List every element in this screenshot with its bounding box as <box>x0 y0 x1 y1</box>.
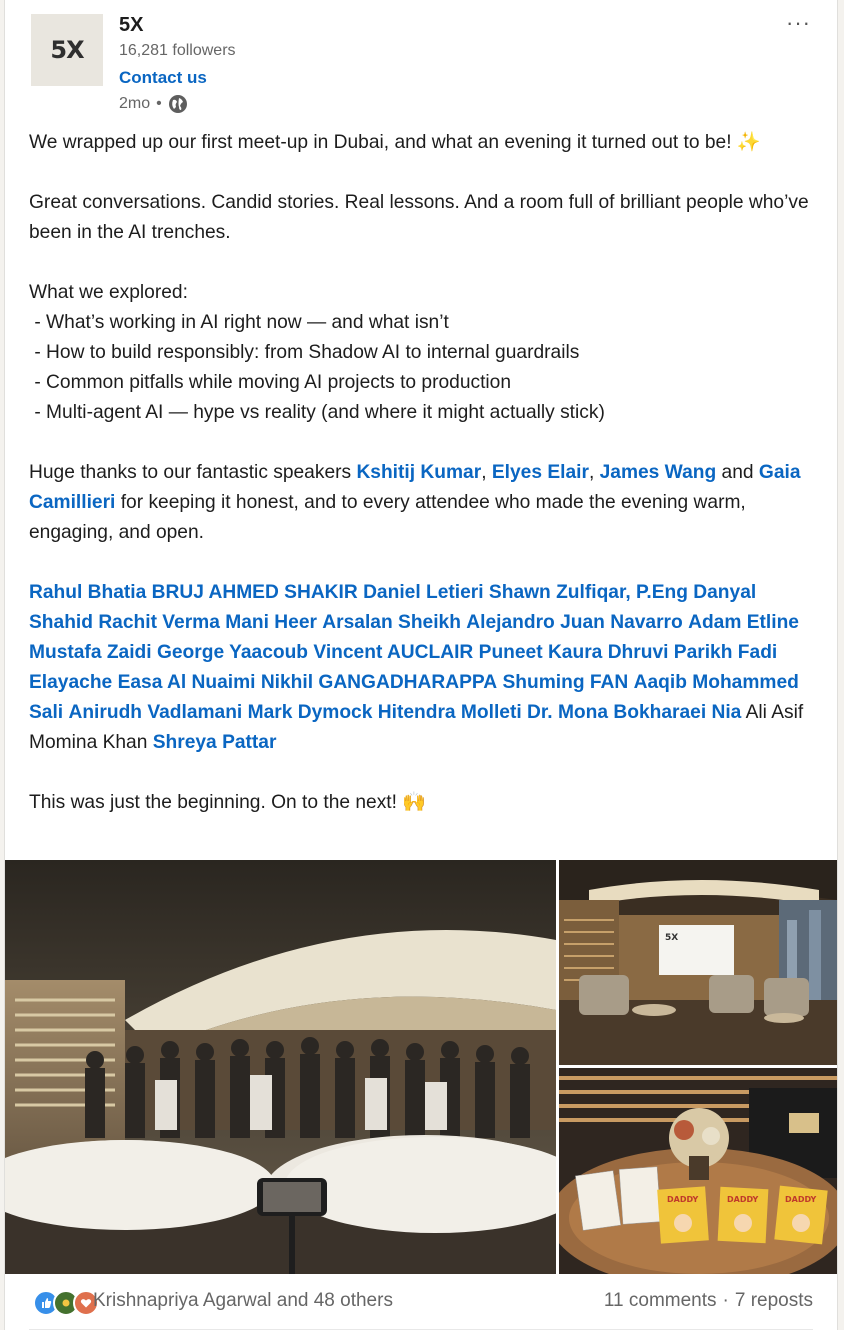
social-counts-bar <box>5 1274 837 1330</box>
post-paragraph: Great conversations. Candid stories. Real lessons. And a room full of brilliant people who’ve been in the AI trenches. <box>29 192 809 243</box>
post-time <box>119 94 188 114</box>
follower-count: 16,281 followers <box>119 42 236 59</box>
tagged-person-text: Ali Asif <box>745 702 804 723</box>
more-options-button[interactable]: ··· <box>786 10 811 35</box>
tagged-person-link[interactable]: Danyal Shahid <box>29 582 757 633</box>
post-closing: This was just the beginning. On to the next! 🙌 <box>29 792 427 813</box>
book-title: DADDY <box>785 1195 817 1204</box>
table-display-photo[interactable] <box>559 1068 837 1274</box>
tagged-person-link[interactable]: Fadi Elayache <box>29 642 778 693</box>
company-logo[interactable]: 5X <box>31 14 103 86</box>
tagged-person-link[interactable]: Mustafa Zaidi <box>29 642 152 663</box>
bullet-item: - What’s working in AI right now — and what isn’t <box>29 312 449 333</box>
separator-text: , <box>588 462 600 483</box>
counts-separator: · <box>722 1290 729 1311</box>
bullet-item: - How to build responsibly: from Shadow AI to internal guardrails <box>29 342 580 363</box>
tagged-person-link[interactable]: Hitendra Molleti <box>377 702 522 723</box>
tagged-person-link[interactable]: Shreya Pattar <box>152 732 277 753</box>
bullet-item: - Common pitfalls while moving AI projects to production <box>29 372 512 393</box>
speaker-mention[interactable]: Kshitij Kumar <box>356 462 482 483</box>
tagged-person-link[interactable]: Alejandro Juan Navarro <box>466 612 683 633</box>
tagged-person-link[interactable]: Shuming FAN <box>502 672 629 693</box>
tagged-person-link[interactable]: Nikhil GANGADHARAPPA <box>260 672 498 693</box>
bullet-item: - Multi-agent AI — hype vs reality (and where it might actually stick) <box>29 402 605 423</box>
engagement-counts <box>604 1290 813 1312</box>
time-separator: • <box>156 95 162 112</box>
photo-collage <box>5 860 837 1274</box>
post-intro: We wrapped up our first meet-up in Dubai, and what an evening it turned out to be! ✨ <box>29 132 761 153</box>
screen-label: 5X <box>665 933 679 943</box>
reaction-icons[interactable] <box>33 1290 99 1316</box>
company-name[interactable]: 5X <box>119 14 144 36</box>
globe-icon <box>168 94 188 114</box>
tagged-person-link[interactable]: Easa Al Nuaimi <box>117 672 256 693</box>
explored-heading: What we explored: <box>29 282 188 303</box>
tagged-person-link[interactable]: Vincent AUCLAIR <box>313 642 474 663</box>
feed-post-card <box>4 0 838 1330</box>
tagged-person-link[interactable]: Dr. Mona Bokharaei Nia <box>527 702 742 723</box>
thanks-paragraph <box>29 458 819 548</box>
post-body <box>29 128 819 818</box>
post-header <box>5 0 837 120</box>
separator-text: , <box>481 462 492 483</box>
reactions-summary-link[interactable]: Krishnapriya Agarwal and 48 others <box>93 1290 393 1311</box>
book-title: DADDY <box>727 1195 759 1204</box>
room-photo[interactable] <box>559 860 837 1065</box>
tagged-person-link[interactable]: Arsalan Sheikh <box>322 612 461 633</box>
tagged-person-link[interactable]: Anirudh Vadlamani <box>68 702 243 723</box>
tagged-person-link[interactable]: Rachit Verma <box>98 612 220 633</box>
reposts-count-link[interactable]: 7 reposts <box>734 1290 813 1311</box>
tagged-person-link[interactable]: George Yaacoub <box>156 642 309 663</box>
tagged-person-link[interactable]: Puneet Kaura <box>478 642 603 663</box>
tagged-person-link[interactable]: Aaqib Mohammed Sali <box>29 672 799 723</box>
tagged-person-link[interactable]: Daniel Letieri <box>363 582 484 603</box>
speaker-mention[interactable]: Elyes Elair <box>491 462 589 483</box>
tagged-person-text: Momina Khan <box>29 732 148 753</box>
tagged-person-link[interactable]: BRUJ AHMED SHAKIR <box>151 582 358 603</box>
tagged-person-link[interactable]: Mani Heer <box>225 612 317 633</box>
group-photo[interactable] <box>5 860 556 1274</box>
tagged-person-link[interactable]: Mark Dymock <box>247 702 373 723</box>
tagged-people <box>29 578 819 758</box>
tagged-person-link[interactable]: Shawn Zulfiqar, P.Eng <box>488 582 688 603</box>
speaker-mention[interactable]: James Wang <box>599 462 717 483</box>
thanks-suffix: for keeping it honest, and to every attendee who made the evening warm, engaging, and open. <box>29 492 746 543</box>
tagged-person-link[interactable]: Adam Etline <box>688 612 799 633</box>
tagged-person-link[interactable]: Dhruvi Parikh <box>607 642 733 663</box>
contact-us-link[interactable]: Contact us <box>119 68 207 87</box>
separator-text: and <box>716 462 759 483</box>
speaker-mention[interactable]: Gaia Camillieri <box>29 462 801 513</box>
book-title: DADDY <box>667 1195 699 1204</box>
thanks-prefix: Huge thanks to our fantastic speakers <box>29 462 357 483</box>
post-age: 2mo <box>119 95 151 112</box>
comments-count-link[interactable]: 11 comments <box>603 1290 717 1311</box>
tagged-person-link[interactable]: Rahul Bhatia <box>29 582 147 603</box>
